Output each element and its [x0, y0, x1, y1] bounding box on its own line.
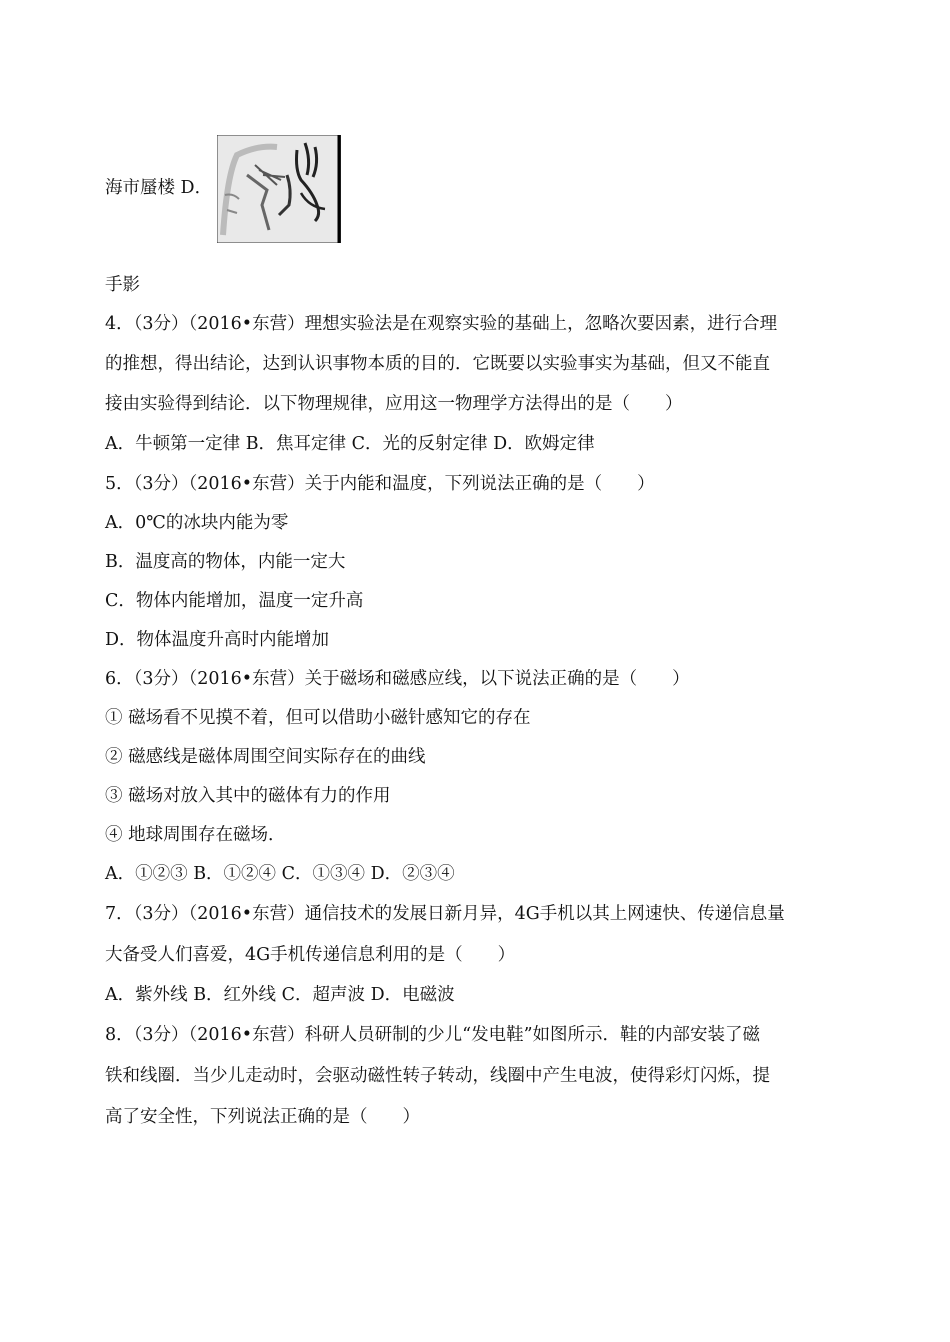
q6-options: A．①②③ B．①②④ C．①③④ D．②③④	[105, 864, 455, 884]
figure-caption: 手影	[105, 275, 140, 295]
q5-option-c: C．物体内能增加，温度一定升高	[105, 591, 364, 611]
q8-line-2: 铁和线圈．当少儿走动时，会驱动磁性转子转动，线圈中产生电波，使得彩灯闪烁，提	[105, 1066, 770, 1086]
q6-statement-3: ③ 磁场对放入其中的磁体有力的作用	[105, 786, 391, 806]
q5-option-b: B．温度高的物体，内能一定大	[105, 552, 346, 572]
q4-options: A．牛顿第一定律 B．焦耳定律 C．光的反射定律 D．欧姆定律	[105, 434, 595, 454]
q8-line-1: 8．（3分）（2016•东营）科研人员研制的少儿“发电鞋”如图所示．鞋的内部安装了磁	[105, 1025, 761, 1045]
q5-option-d: D．物体温度升高时内能增加	[105, 630, 330, 650]
q6-line-1: 6．（3分）（2016•东营）关于磁场和磁感应线，以下说法正确的是（ ）	[105, 669, 690, 689]
q7-line-1: 7．（3分）（2016•东营）通信技术的发展日新月异，4G手机以其上网速快、传递信息量	[105, 904, 785, 924]
q4-line-3: 接由实验得到结论．以下物理规律，应用这一物理学方法得出的是（ ）	[105, 394, 683, 414]
option-d-prefix: 海市蜃楼 D．	[105, 178, 213, 198]
q5-option-a: A．0℃的冰块内能为零	[105, 513, 289, 533]
q8-line-3: 高了安全性，下列说法正确的是（ ）	[105, 1107, 420, 1127]
q5-line-1: 5．（3分）（2016•东营）关于内能和温度，下列说法正确的是（ ）	[105, 474, 655, 494]
q6-statement-1: ① 磁场看不见摸不着，但可以借助小磁针感知它的存在	[105, 708, 531, 728]
q6-statement-4: ④ 地球周围存在磁场．	[105, 825, 286, 845]
q7-options: A．紫外线 B．红外线 C．超声波 D．电磁波	[105, 985, 455, 1005]
q4-line-1: 4．（3分）（2016•东营）理想实验法是在观察实验的基础上，忽略次要因素，进行合理	[105, 314, 778, 334]
q4-line-2: 的推想，得出结论，达到认识事物本质的目的．它既要以实验事实为基础，但又不能直	[105, 354, 770, 374]
hand-shadow-donkey-image	[217, 135, 341, 243]
hand-shadow-figure	[217, 135, 341, 243]
q6-statement-2: ② 磁感线是磁体周围空间实际存在的曲线	[105, 747, 426, 767]
q7-line-2: 大备受人们喜爱，4G手机传递信息利用的是（ ）	[105, 945, 516, 965]
